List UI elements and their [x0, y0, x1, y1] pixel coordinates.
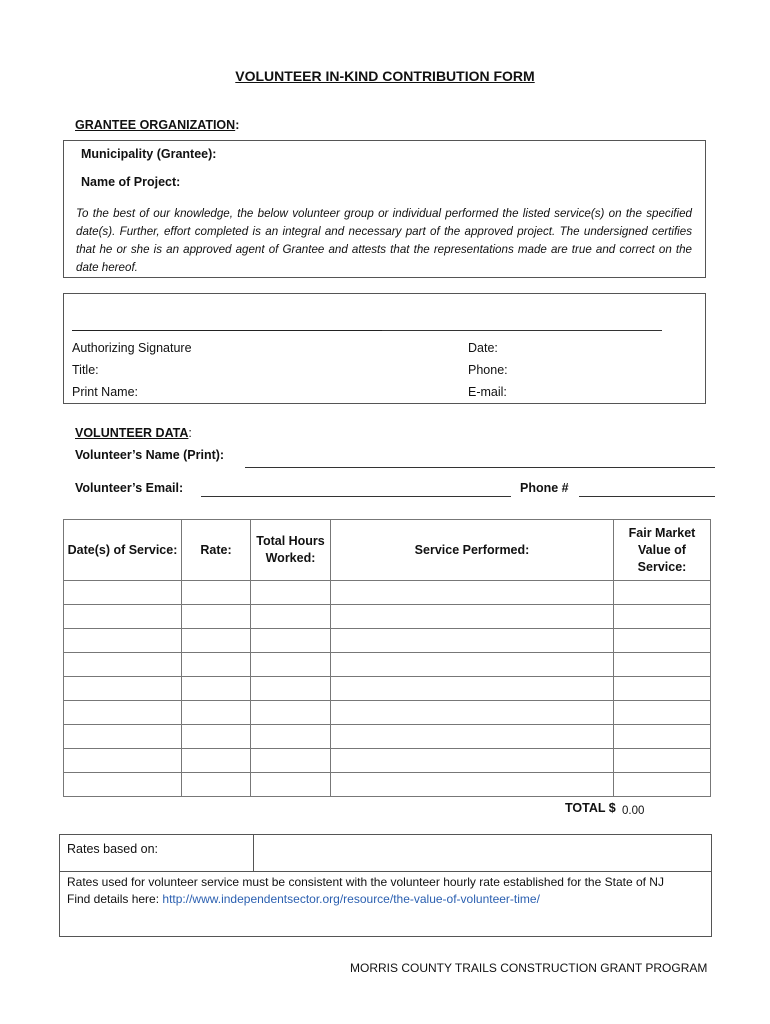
municipality-field[interactable] — [234, 145, 694, 163]
signature-line[interactable] — [72, 330, 382, 331]
project-name-field[interactable] — [194, 173, 694, 191]
total-value[interactable]: 0.00 — [622, 805, 645, 817]
cell-value[interactable] — [614, 725, 711, 749]
cell-hours[interactable] — [251, 629, 331, 653]
cell-dates[interactable] — [64, 725, 182, 749]
authorizing-signature-label: Authorizing Signature — [72, 341, 192, 355]
cell-hours[interactable] — [251, 677, 331, 701]
cell-service[interactable] — [331, 653, 614, 677]
table-row — [64, 581, 711, 605]
cell-value[interactable] — [614, 581, 711, 605]
rates-based-on-field[interactable] — [253, 835, 711, 872]
cell-service[interactable] — [331, 725, 614, 749]
grantee-heading: GRANTEE ORGANIZATION — [75, 118, 236, 132]
cell-value[interactable] — [614, 653, 711, 677]
cell-dates[interactable] — [64, 653, 182, 677]
table-row — [64, 701, 711, 725]
grantee-heading-row — [75, 116, 239, 134]
date-line[interactable] — [382, 330, 662, 331]
table-body — [64, 581, 711, 797]
municipality-label: Municipality (Grantee): — [81, 147, 217, 161]
rates-note: Rates used for volunteer service must be consistent with the volunteer hourly rate established for the State of NJ — [67, 875, 664, 889]
volunteer-phone-field[interactable] — [579, 496, 715, 497]
print-name-label: Print Name: — [72, 385, 138, 399]
email-label: E-mail: — [468, 385, 507, 399]
find-details-label: Find details here: — [67, 892, 163, 906]
cell-service[interactable] — [331, 605, 614, 629]
volunteer-phone-label: Phone # — [520, 481, 569, 495]
cell-service[interactable] — [331, 701, 614, 725]
grantee-heading-colon: : — [235, 118, 240, 132]
cell-hours[interactable] — [251, 749, 331, 773]
col-header-value: Fair Market Value of Service: — [614, 520, 711, 581]
rates-box — [59, 834, 712, 937]
cell-rate[interactable] — [182, 605, 251, 629]
table-row — [64, 653, 711, 677]
volunteer-email-field[interactable] — [201, 496, 511, 497]
volunteer-service-table — [63, 519, 711, 797]
volunteer-email-label: Volunteer’s Email: — [75, 481, 184, 495]
cell-rate[interactable] — [182, 653, 251, 677]
date-label: Date: — [468, 341, 498, 355]
volunteer-heading-row — [75, 424, 192, 442]
table-row — [64, 749, 711, 773]
cell-dates[interactable] — [64, 605, 182, 629]
col-header-dates: Date(s) of Service: — [64, 520, 182, 581]
col-header-hours: Total Hours Worked: — [251, 520, 331, 581]
cell-dates[interactable] — [64, 581, 182, 605]
cell-hours[interactable] — [251, 701, 331, 725]
cell-dates[interactable] — [64, 677, 182, 701]
total-label: TOTAL $ — [565, 801, 616, 815]
rates-based-on-label: Rates based on: — [67, 842, 159, 856]
table-row — [64, 605, 711, 629]
cell-service[interactable] — [331, 749, 614, 773]
grantee-box — [63, 140, 706, 278]
cell-rate[interactable] — [182, 725, 251, 749]
cell-rate[interactable] — [182, 629, 251, 653]
cell-rate[interactable] — [182, 773, 251, 797]
rates-link[interactable]: http://www.independentsector.org/resource/the-value-of-volunteer-time/ — [162, 892, 540, 906]
table-row — [64, 677, 711, 701]
cell-hours[interactable] — [251, 581, 331, 605]
certification-statement: To the best of our knowledge, the below volunteer group or individual performed the listed service(s) on the specified date(s). Further, effort completed is an integral and necessary part of the approved project. The undersigned certifies that he or she is an approved agent of Grantee and attests that the representations made are true and correct on the date hereof. — [76, 207, 692, 274]
cell-dates[interactable] — [64, 749, 182, 773]
cell-value[interactable] — [614, 701, 711, 725]
project-name-label: Name of Project: — [81, 175, 181, 189]
cell-service[interactable] — [331, 629, 614, 653]
cell-service[interactable] — [331, 581, 614, 605]
cell-value[interactable] — [614, 773, 711, 797]
phone-label: Phone: — [468, 363, 508, 377]
table-row — [64, 773, 711, 797]
cell-service[interactable] — [331, 677, 614, 701]
col-header-service: Service Performed: — [331, 520, 614, 581]
cell-rate[interactable] — [182, 677, 251, 701]
cell-value[interactable] — [614, 605, 711, 629]
cell-dates[interactable] — [64, 701, 182, 725]
title-label: Title: — [72, 363, 99, 377]
cell-rate[interactable] — [182, 749, 251, 773]
cell-value[interactable] — [614, 629, 711, 653]
form-title: VOLUNTEER IN-KIND CONTRIBUTION FORM — [235, 68, 535, 84]
rates-find-details — [67, 892, 540, 906]
cell-value[interactable] — [614, 749, 711, 773]
cell-value[interactable] — [614, 677, 711, 701]
cell-hours[interactable] — [251, 773, 331, 797]
cell-service[interactable] — [331, 773, 614, 797]
table-row — [64, 725, 711, 749]
cell-rate[interactable] — [182, 701, 251, 725]
table-header-row — [64, 520, 711, 581]
footer-program-name: MORRIS COUNTY TRAILS CONSTRUCTION GRANT PROGRAM — [350, 961, 708, 975]
cell-hours[interactable] — [251, 725, 331, 749]
signature-box — [63, 293, 706, 404]
rates-label-cell — [60, 835, 254, 872]
table-row — [64, 629, 711, 653]
cell-hours[interactable] — [251, 605, 331, 629]
volunteer-name-label: Volunteer’s Name (Print): — [75, 448, 225, 462]
cell-hours[interactable] — [251, 653, 331, 677]
volunteer-heading-colon: : — [188, 426, 192, 440]
col-header-rate: Rate: — [182, 520, 251, 581]
volunteer-name-field[interactable] — [245, 467, 715, 468]
cell-dates[interactable] — [64, 629, 182, 653]
volunteer-heading: VOLUNTEER DATA — [75, 426, 189, 440]
cell-rate[interactable] — [182, 581, 251, 605]
cell-dates[interactable] — [64, 773, 182, 797]
